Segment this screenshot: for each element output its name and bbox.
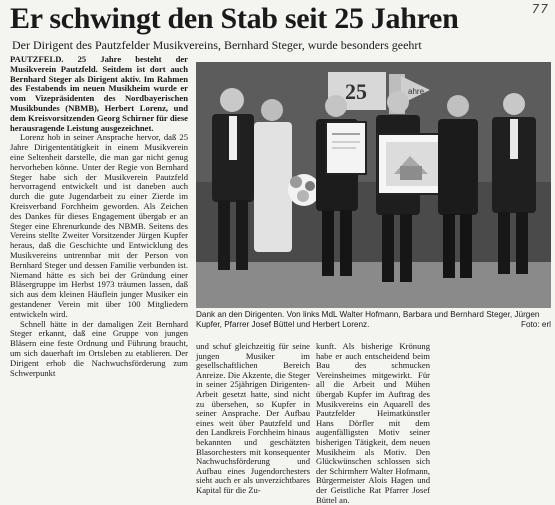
flower-bouquet-icon [288, 174, 320, 206]
article-column-3 [316, 342, 430, 505]
subheadline: Der Dirigent des Pautzfelder Musikvereins, Bernhard Steger, wurde besonders geehrt [12, 38, 422, 52]
handwritten-page-number: 77 [531, 2, 549, 16]
photo-caption [196, 310, 551, 331]
lead-paragraph: PAUTZFELD. 25 Jahre besteht der Musikverein Pautzfeld. Seitdem ist dort auch Bernhard Steger als Dirigent aktiv. Im Rahmen des Festabends im neuen Musikheim wurde er vom Vizepräsidenten des Nordbayerischen Musikbundes (NBMB), Herbert Lorenz, und dem Kreisvorsitzenden Georg Schirner für diese herausragende Leistung ausgezeichnet. [10, 54, 188, 133]
headline: Er schwingt den Stab seit 25 Jahren [10, 2, 459, 35]
article-column-1 [10, 55, 188, 378]
caption-text: Dank an den Dirigenten. Von links MdL Walter Hofmann, Barbara und Bernhard Steger, Jürgen Kupfer, Pfarrer Josef Büttel und Herbert Lorenz. [196, 310, 540, 330]
body-paragraph: Schnell hätte in der damaligen Zeit Bernhard Steger erkannt, daß eine Gruppe von jungen Bläsern eine feste Ordnung und Führung braucht, um sich dauerhaft im Ortsleben zu etablieren. Der Dirigent erhob die Nachwuchsförderung zum Schwerpunkt [10, 318, 188, 378]
body-paragraph: Lorenz hob in seiner Ansprache hervor, daß 25 Jahre Dirigententätigkeit in einem Musikverein eine Seltenheit darstelle, die man gar nicht genug hervorheben könne. Unter der Regie von Bernhard Steger habe sich der Musikverein Pautzfeld hervorragend entwickelt und ist daneben auch durch die gute Jugendarbeit zu einer Zierde im Kreisverband Forchheim geworden. Als Zeichen des Dankes für dieses Engagement übergab er an Steger eine Ehrenurkunde des NBMB. Seitens des Vereins stellte Zweiter Vorsitzender Jürgen Kupfer heraus, daß die Geschichte und Entwicklung des Musikvereins untrennbar mit der Person von Bernhard Steger und dessen Familie verbunden ist. Niemand hätte es sich bei der Gründung einer Bläsergruppe im Herbst 1973 träumen lassen, daß sich aus dem kleinen Häuflein junger Musiker ein gestandener Verein mit über 100 Mitgliedern entwickeln wird. [10, 132, 188, 319]
banner-number: 25 [345, 79, 367, 104]
photo-credit: Foto: erl [520, 320, 551, 330]
news-photo [196, 62, 551, 308]
framed-painting-icon [378, 134, 448, 194]
photo-scene [196, 62, 551, 308]
body-paragraph: kunft. Als bisherige Krönung habe er auch entscheidend beim Bau des schmucken Vereinsheimes mitgewirkt. Für all die Arbeit und Mühen übergab Kupfer im Auftrag des Musikvereins ein Aquarell des Pautzfelder Heimatkünstler Hans Dörfler mit dem augenfälligsten Motiv seiner bisherigen Tätigkeit, dem neuen Musikheim als Motiv. Den Glückwünschen schlossen sich der Schirmherr Walter Hofmann, Bürgermeister Alois Hagen und der Geistliche Rat Pfarrer Josef Büttel an. [316, 341, 430, 505]
pennant-text: ahre [408, 87, 425, 96]
certificate-icon [326, 122, 366, 174]
body-paragraph: und schuf gleichzeitig für seine jungen Musiker im gesellschaftlichen Bereich Anreize. Die Akzente, die Steger in seiner 25jährigen Dirigenten-Arbeit gesetzt hatte, sind nicht zu übersehen, so Kupfer in seiner Ansprache. Der Aufbau eines weit über Pautzfeld und den Landkreis Forchheim hinaus bekannten und geschätzten Blasorchesters mit konsequenter Nachwuchsförderung und Aufbau eines Jugendorchesters sieht auch er als unverzichtbares Kapital für die Zu- [196, 341, 310, 495]
article-column-2 [196, 342, 310, 496]
